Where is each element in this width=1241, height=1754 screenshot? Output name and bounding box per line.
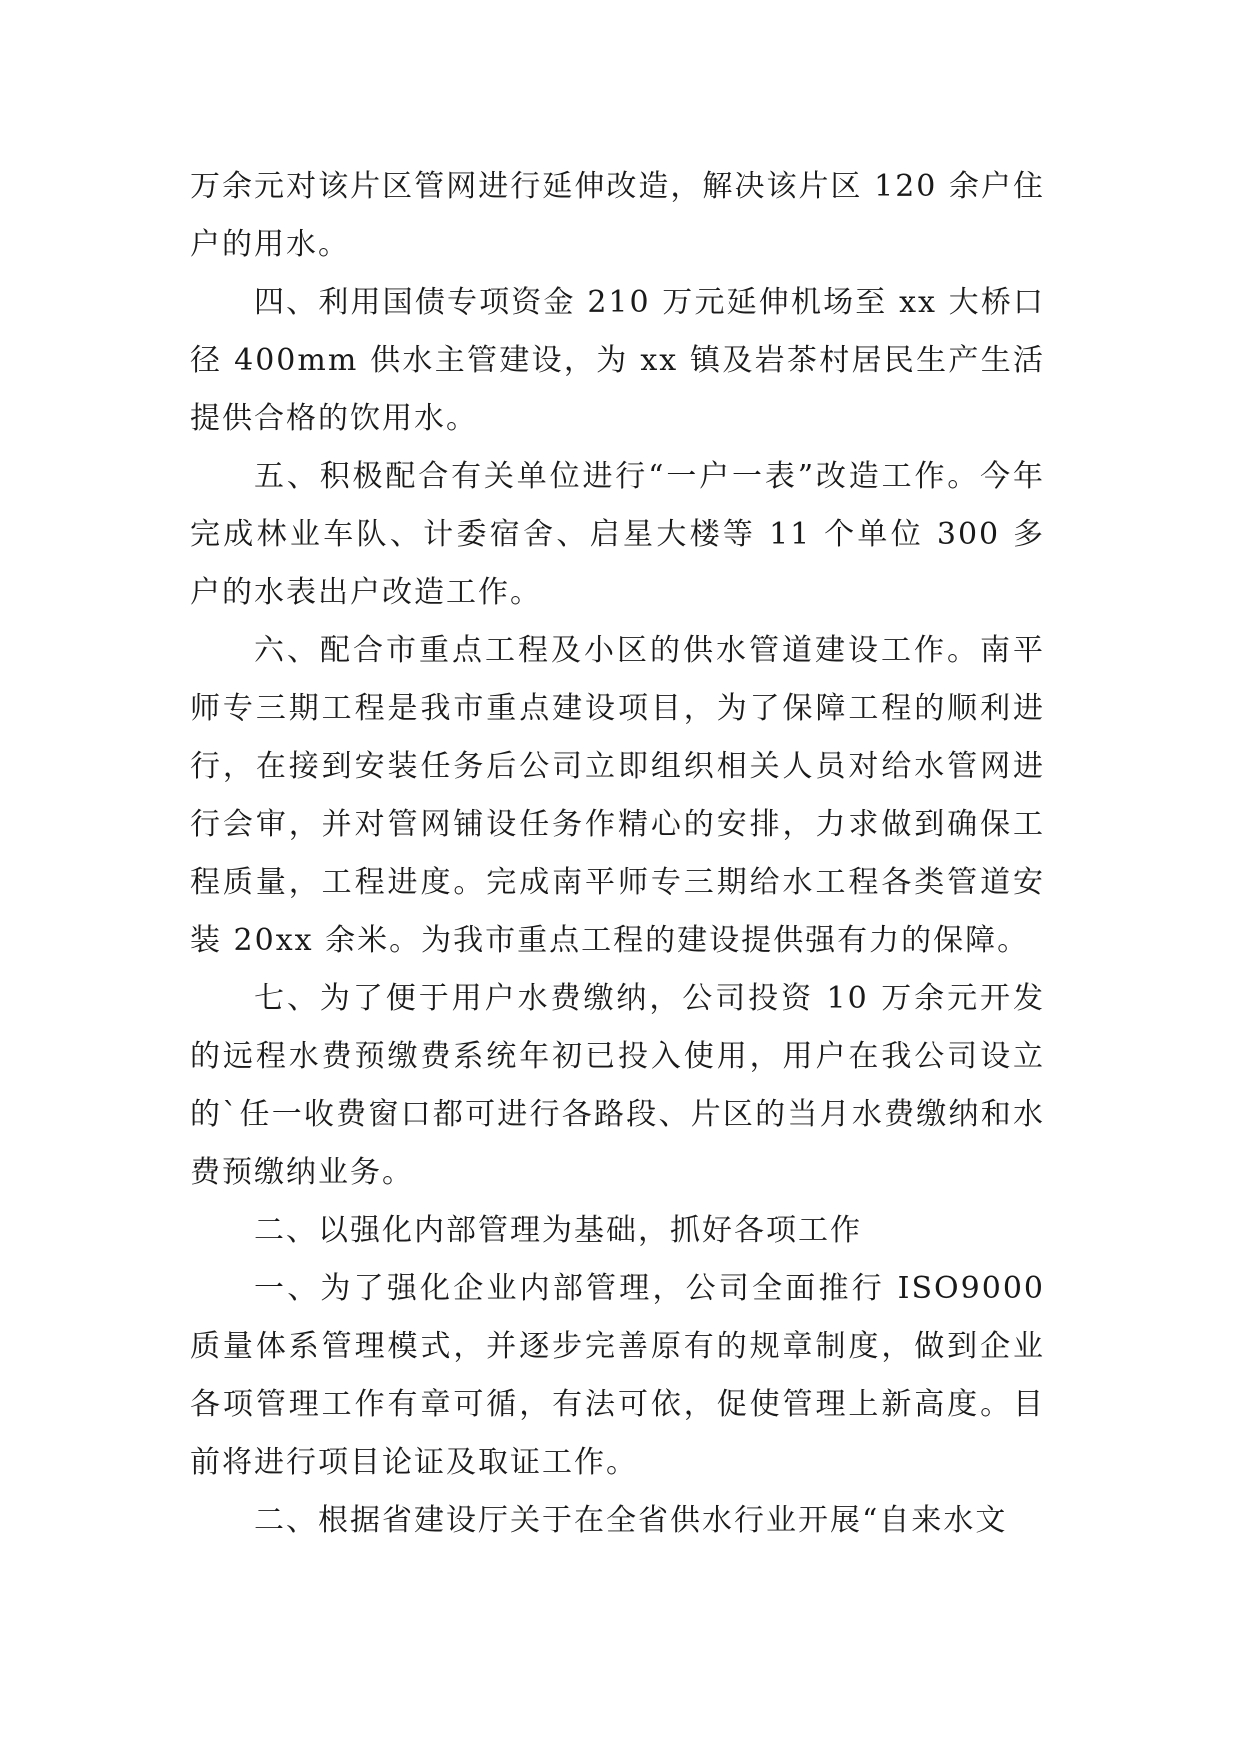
paragraph-item-5: 五、积极配合有关单位进行“一户一表”改造工作。今年完成林业车队、计委宿舍、启星大楼等 11 个单位 300 多户的水表出户改造工作。 bbox=[190, 459, 1045, 610]
paragraph-item-6: 六、配合市重点工程及小区的供水管道建设工作。南平师专三期工程是我市重点建设项目，为了保障工程的顺利进行，在接到安装任务后公司立即组织相关人员对给水管网进行会审，并对管网铺设任务作精心的安排，力求做到确保工程质量，工程进度。完成南平师专三期给水工程各类管道安装 20xx 余米。为我市重点工程的建设提供强有力的保障。 bbox=[190, 633, 1045, 958]
document-body bbox=[190, 158, 1045, 1550]
paragraph-sub-1: 一、为了强化企业内部管理，公司全面推行 ISO9000 质量体系管理模式，并逐步完善原有的规章制度，做到企业各项管理工作有章可循，有法可依，促使管理上新高度。目前将进行项目论证及取证工作。 bbox=[190, 1271, 1045, 1480]
section-heading-2: 二、以强化内部管理为基础，抓好各项工作 bbox=[254, 1213, 862, 1248]
paragraph-continuation: 万余元对该片区管网进行延伸改造，解决该片区 120 余户住户的用水。 bbox=[190, 169, 1045, 262]
paragraph-item-4: 四、利用国债专项资金 210 万元延伸机场至 xx 大桥口径 400mm 供水主管建设，为 xx 镇及岩茶村居民生产生活提供合格的饮用水。 bbox=[190, 285, 1045, 436]
paragraph-sub-2: 二、根据省建设厅关于在全省供水行业开展“自来水文 bbox=[254, 1503, 1008, 1538]
paragraph-item-7: 七、为了便于用户水费缴纳，公司投资 10 万余元开发的远程水费预缴费系统年初已投入使用，用户在我公司设立的`任一收费窗口都可进行各路段、片区的当月水费缴纳和水费预缴纳业务。 bbox=[190, 981, 1045, 1190]
